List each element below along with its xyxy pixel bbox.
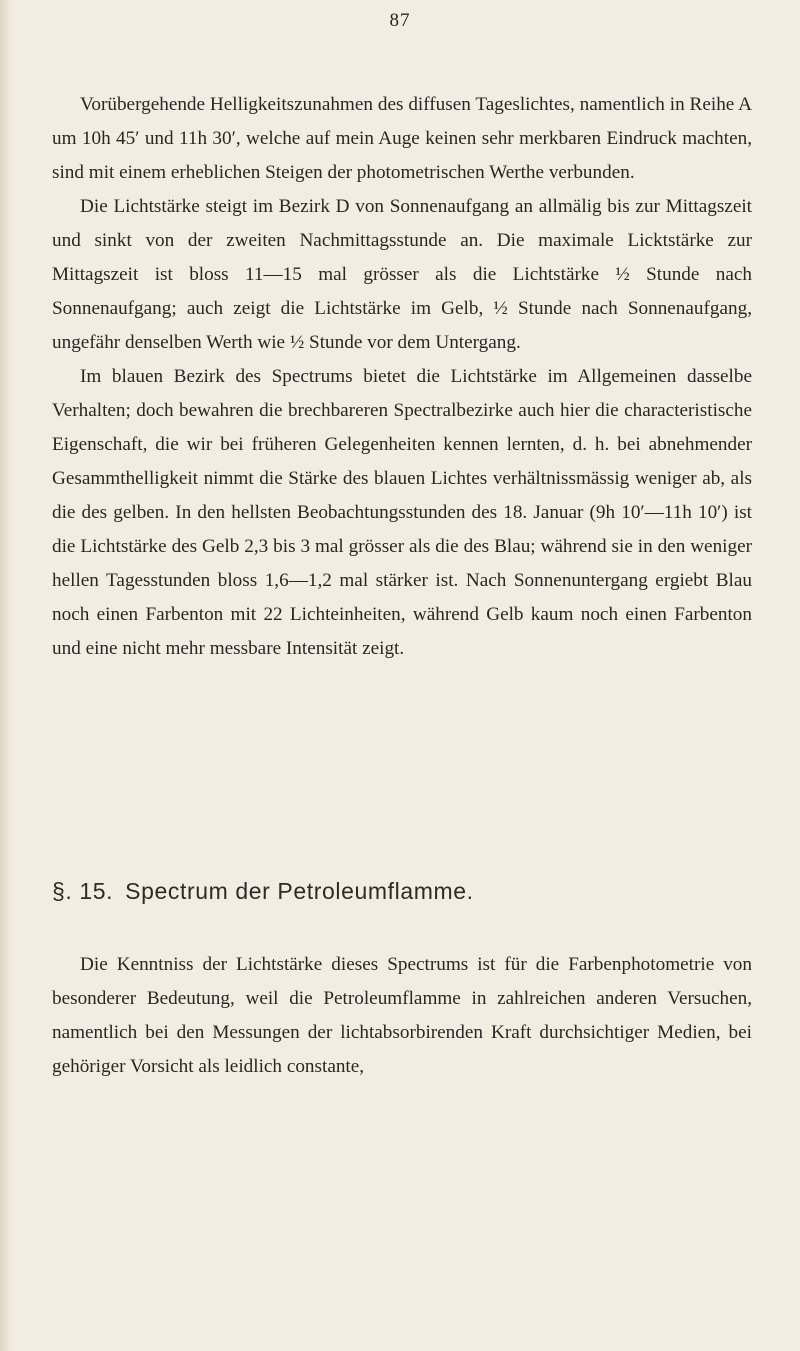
- body-text: [52, 88, 752, 666]
- page-binding-edge: [0, 0, 14, 1351]
- paragraph-2: Die Lichtstärke steigt im Bezirk D von Sonnenaufgang an allmälig bis zur Mittagszeit und sinkt von der zweiten Nachmittagsstunde an. Die maximale Licktstärke zur Mittagszeit ist bloss 11—15 mal grösser als die Lichtstärke ½ Stunde nach Sonnenaufgang; auch zeigt die Lichtstärke im Gelb, ½ Stunde nach Sonnenaufgang, ungefähr denselben Werth wie ½ Stunde vor dem Untergang.: [52, 196, 752, 353]
- page-number: 87: [389, 10, 411, 31]
- paragraph-3: Im blauen Bezirk des Spectrums bietet die Lichtstärke im Allgemeinen dasselbe Verhalten; doch bewahren die brechbareren Spectralbezirke auch hier die characteristische Eigenschaft, die wir bei früheren Gelegenheiten kennen lernten, d. h. bei abnehmender Gesammthelligkeit nimmt die Stärke des blauen Lichtes verhältnissmässig weniger ab, als die des gelben. In den hellsten Beobachtungsstunden des 18. Januar (9h 10′—11h 10′) ist die Lichtstärke des Gelb 2,3 bis 3 mal grösser als die des Blau; während sie in den weniger hellen Tagesstunden bloss 1,6—1,2 mal stärker ist. Nach Sonnenuntergang ergiebt Blau noch einen Farbenton mit 22 Lichteinheiten, während Gelb kaum noch einen Farbenton und eine nicht mehr messbare Intensität zeigt.: [52, 366, 752, 659]
- paragraph-1: Vorübergehende Helligkeitszunahmen des diffusen Tageslichtes, namentlich in Reihe A um 10h 45′ und 11h 30′, welche auf mein Auge keinen sehr merkbaren Eindruck machten, sind mit einem erheblichen Steigen der photometrischen Werthe verbunden.: [52, 94, 752, 183]
- section-title: Spectrum der Petroleumflamme.: [125, 878, 474, 904]
- section-body-text: [52, 948, 752, 1084]
- section-paragraph-1: Die Kenntniss der Lichtstärke dieses Spectrums ist für die Farbenphotometrie von besonderer Bedeutung, weil die Petroleumflamme in zahlreichen anderen Versuchen, namentlich bei den Messungen der lichtabsorbirenden Kraft durchsichtiger Medien, bei gehöriger Vorsicht als leidlich constante,: [52, 954, 752, 1077]
- section-heading: [52, 878, 752, 905]
- section-number: §. 15.: [52, 878, 114, 904]
